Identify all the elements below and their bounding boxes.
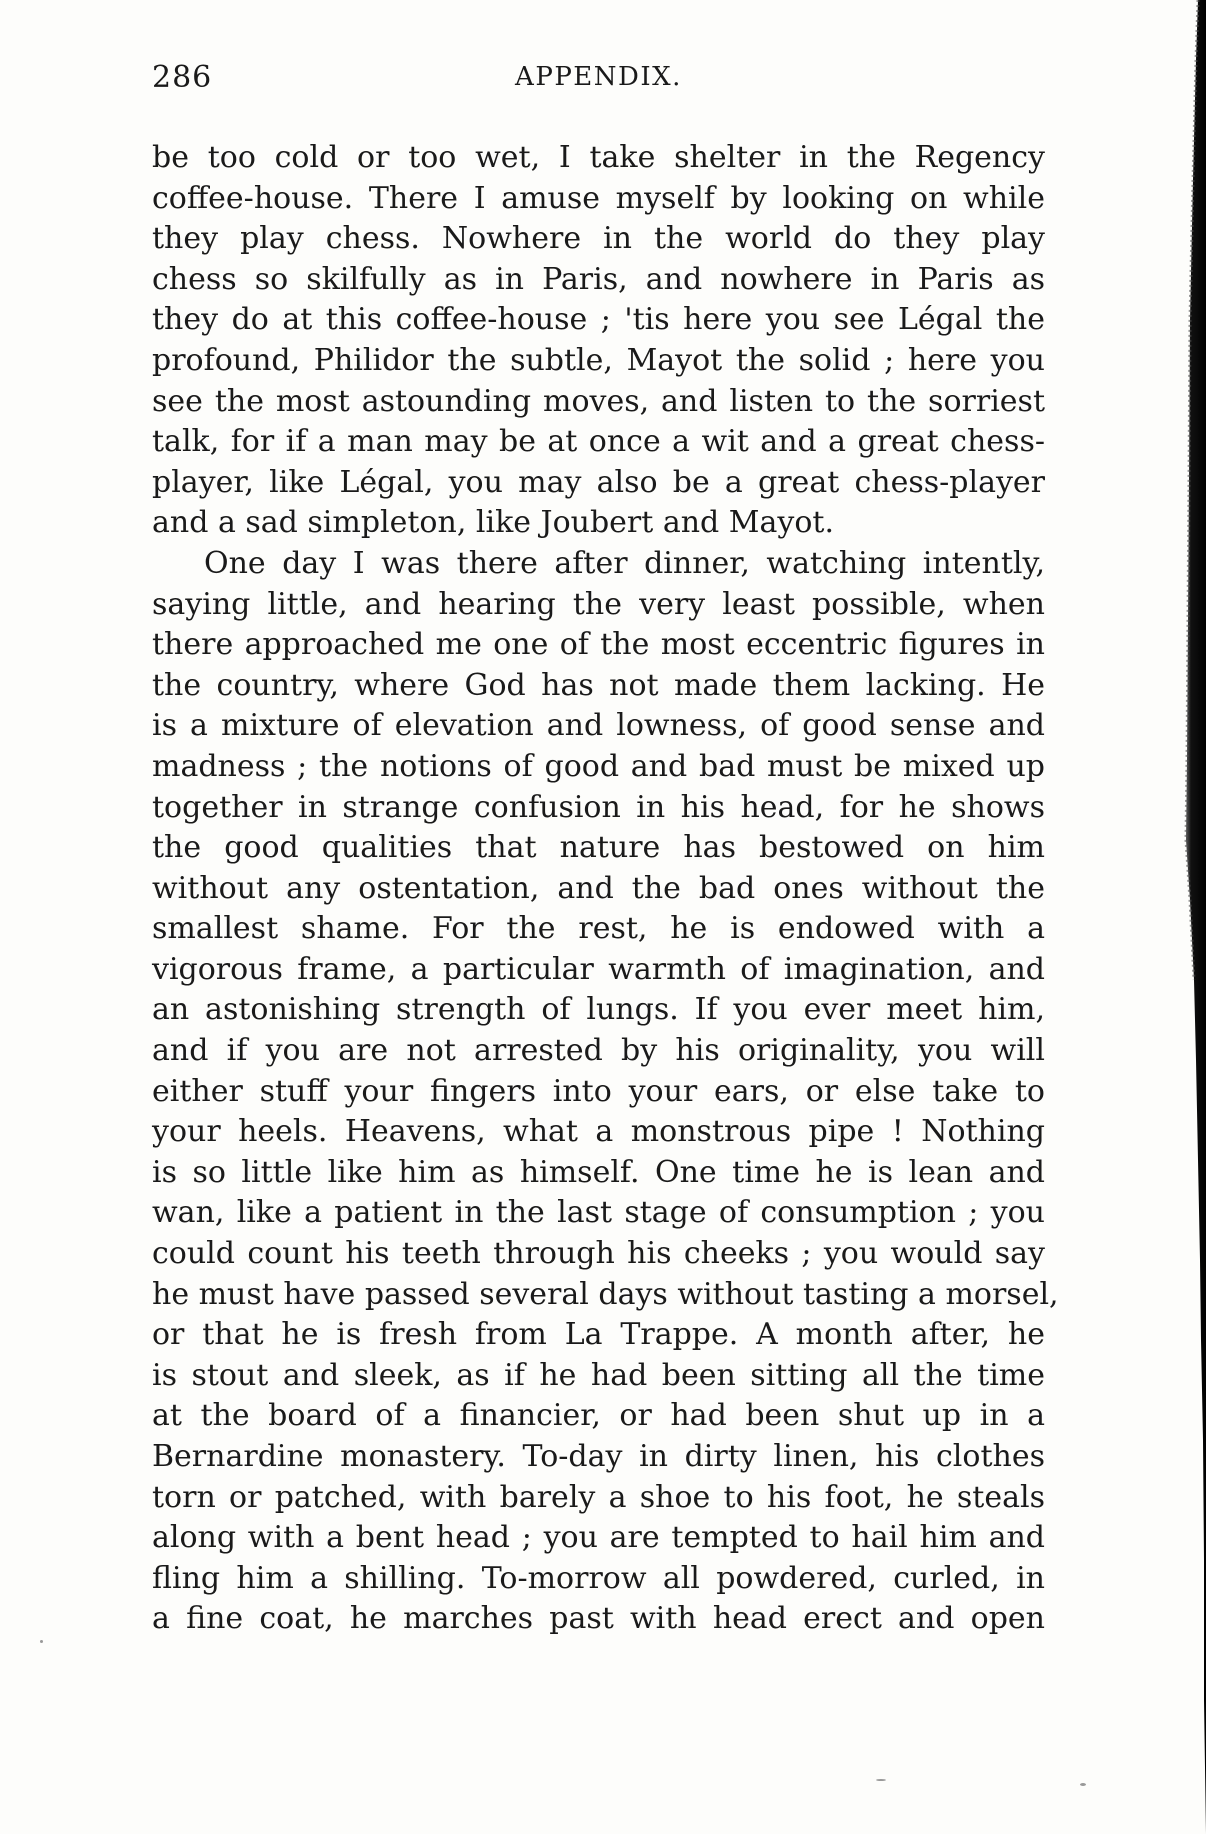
- text-line: your heels. Heavens, what a monstrous pipe ! Nothing: [152, 1114, 1045, 1150]
- text-line: without any ostentation, and the bad ones without the: [152, 870, 1045, 906]
- text-line: talk, for if a man may be at once a wit and a great chess-: [152, 424, 1045, 460]
- speck: [876, 1779, 886, 1781]
- text-line: coffee-house. There I amuse myself by looking on while: [152, 180, 1045, 216]
- body-text: [152, 138, 1059, 1640]
- dark-binding-edge: [1086, 0, 1206, 1834]
- text-line: see the most astounding moves, and listen to the sorriest: [152, 383, 1045, 419]
- text-line: be too cold or too wet, I take shelter in the Regency: [152, 140, 1045, 175]
- text-line: there approached me one of the most eccentric figures in: [152, 627, 1045, 663]
- text-line: and a sad simpleton, like Joubert and Mayot.: [152, 505, 835, 541]
- text-line: along with a bent head ; you are tempted to hail him and: [152, 1520, 1045, 1556]
- text-line: player, like Légal, you may also be a great chess-player: [152, 464, 1045, 500]
- text-line: is stout and sleek, as if he had been sitting all the time: [152, 1357, 1045, 1393]
- text-line: could count his teeth through his cheeks ; you would say: [152, 1236, 1045, 1272]
- text-line: and if you are not arrested by his originality, you will: [152, 1033, 1045, 1069]
- text-line: the country, where God has not made them lacking. He: [152, 667, 1045, 703]
- page-header: [152, 60, 1045, 100]
- text-line: vigorous frame, a particular warmth of imagination, and: [152, 951, 1045, 987]
- text-line: at the board of a financier, or had been shut up in a: [152, 1398, 1045, 1434]
- text-line: he must have passed several days without tasting a morsel,: [152, 1276, 1059, 1312]
- text-line: either stuff your fingers into your ears, or else take to: [152, 1073, 1045, 1109]
- text-line: or that he is fresh from La Trappe. A month after, he: [152, 1317, 1045, 1353]
- text-line: chess so skilfully as in Paris, and nowhere in Paris as: [152, 261, 1045, 297]
- text-line: Bernardine monastery. To-day in dirty linen, his clothes: [152, 1439, 1045, 1474]
- text-line: madness ; the notions of good and bad must be mixed up: [152, 748, 1045, 784]
- text-line: a fine coat, he marches past with head erect and open: [152, 1601, 1045, 1637]
- running-head: APPENDIX.: [515, 62, 682, 92]
- text-line: fling him a shilling. To-morrow all powdered, curled, in: [152, 1560, 1045, 1596]
- text-line: saying little, and hearing the very least possible, when: [152, 586, 1045, 622]
- paragraph-first-line: One day I was there after dinner, watching intently,: [204, 545, 1045, 581]
- speck: [1080, 1783, 1086, 1786]
- text-line: smallest shame. For the rest, he is endowed with a: [152, 911, 1045, 947]
- text-line: together in strange confusion in his head, for he shows: [152, 789, 1045, 825]
- text-line: they do at this coffee-house ; 'tis here you see Légal the: [152, 302, 1045, 338]
- text-line: profound, Philidor the subtle, Mayot the solid ; here you: [152, 342, 1045, 378]
- text-line: is a mixture of elevation and lowness, of good sense and: [152, 708, 1045, 744]
- speck: [40, 1640, 43, 1643]
- text-line: an astonishing strength of lungs. If you ever meet him,: [152, 992, 1045, 1028]
- text-line: they play chess. Nowhere in the world do they play: [152, 221, 1045, 257]
- page-number: 286: [152, 60, 213, 95]
- text-line: torn or patched, with barely a shoe to his foot, he steals: [152, 1479, 1045, 1515]
- text-line: is so little like him as himself. One time he is lean and: [152, 1154, 1045, 1190]
- text-line: wan, like a patient in the last stage of consumption ; you: [152, 1195, 1045, 1231]
- text-line: the good qualities that nature has bestowed on him: [152, 830, 1045, 866]
